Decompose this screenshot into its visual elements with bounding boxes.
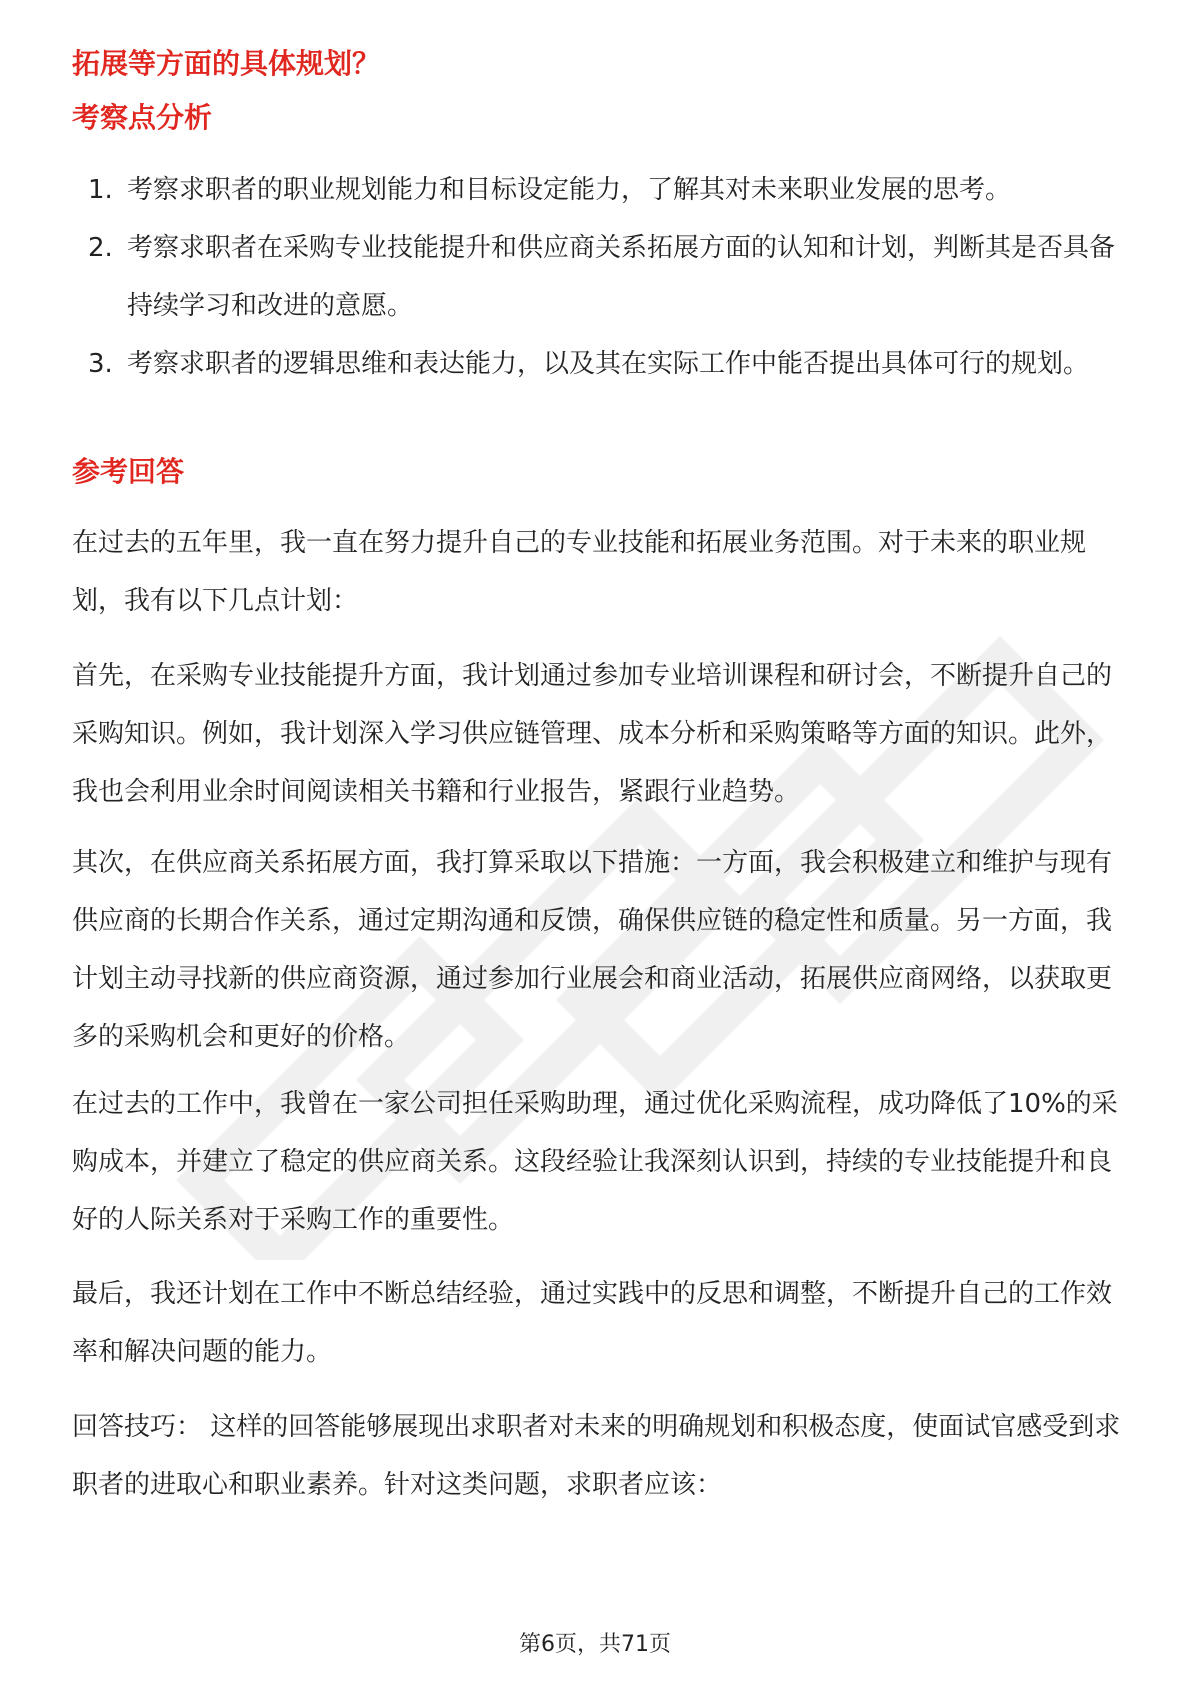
answer-paragraph: 在过去的工作中，我曾在一家公司担任采购助理，通过优化采购流程，成功降低了10%的采购成本，并建立了稳定的供应商关系。这段经验让我深刻认识到，持续的专业技能提升和良好的人际关系对于采购工作的重要性。 bbox=[72, 1089, 1118, 1235]
answer-heading: 参考回答 bbox=[72, 455, 185, 488]
list-number: 3. bbox=[88, 349, 113, 379]
list-number: 2. bbox=[88, 233, 113, 263]
list-item-text: 考察求职者的职业规划能力和目标设定能力，了解其对未来职业发展的思考。 bbox=[127, 175, 1012, 205]
list-item-text: 考察求职者的逻辑思维和表达能力，以及其在实际工作中能否提出具体可行的规划。 bbox=[127, 349, 1090, 379]
answer-paragraph: 在过去的五年里，我一直在努力提升自己的专业技能和拓展业务范围。对于未来的职业规划，我有以下几点计划： bbox=[72, 528, 1087, 616]
list-item bbox=[72, 161, 1122, 219]
answer-paragraph: 其次，在供应商关系拓展方面，我打算采取以下措施：一方面，我会积极建立和维护与现有供应商的长期合作关系，通过定期沟通和反馈，确保供应链的稳定性和质量。另一方面，我计划主动寻找新的供应商资源，通过参加行业展会和商业活动，拓展供应商网络，以获取更多的采购机会和更好的价格。 bbox=[72, 848, 1113, 1052]
question-tail: 拓展等方面的具体规划？ bbox=[72, 47, 381, 80]
answer-tips-paragraph: 回答技巧： 这样的回答能够展现出求职者对未来的明确规划和积极态度，使面试官感受到求职者的进取心和职业素养。针对这类问题，求职者应该： bbox=[72, 1412, 1121, 1500]
answer-paragraph: 首先，在采购专业技能提升方面，我计划通过参加专业培训课程和研讨会，不断提升自己的采购知识。例如，我计划深入学习供应链管理、成本分析和采购策略等方面的知识。此外，我也会利用业余时间阅读相关书籍和行业报告，紧跟行业趋势。 bbox=[72, 661, 1113, 807]
analysis-heading: 考察点分析 bbox=[72, 101, 213, 134]
list-number: 1. bbox=[88, 175, 113, 205]
list-item-text: 考察求职者在采购专业技能提升和供应商关系拓展方面的认知和计划，判断其是否具备持续学习和改进的意愿。 bbox=[127, 233, 1116, 321]
answer-paragraph: 最后，我还计划在工作中不断总结经验，通过实践中的反思和调整，不断提升自己的工作效率和解决问题的能力。 bbox=[72, 1279, 1113, 1367]
analysis-list bbox=[72, 161, 1122, 393]
list-item bbox=[72, 335, 1122, 393]
page-footer: 第6页，共71页 bbox=[519, 1632, 671, 1657]
list-item bbox=[72, 219, 1122, 335]
